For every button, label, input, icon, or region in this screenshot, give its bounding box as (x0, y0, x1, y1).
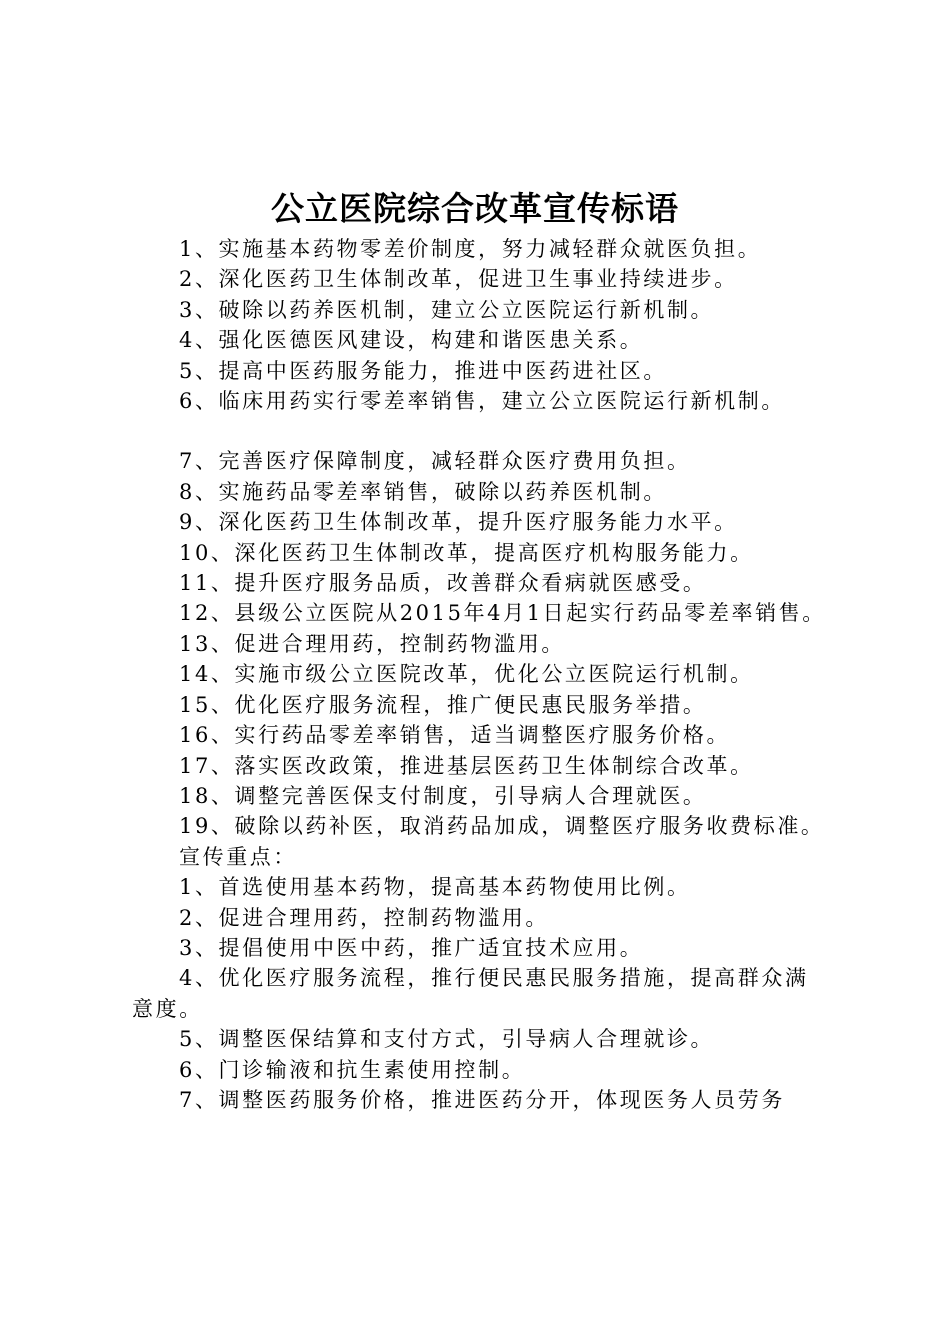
focus-item: 2、促进合理用药，控制药物滥用。 (179, 905, 549, 930)
focus-item: 5、调整医保结算和支付方式，引导病人合理就诊。 (179, 1027, 715, 1052)
document-title: 公立医院综合改革宣传标语 (271, 189, 679, 228)
paragraph-gap (132, 416, 832, 446)
slogan-item: 3、破除以药养医机制，建立公立医院运行新机制。 (179, 297, 715, 322)
document-body (132, 234, 832, 1115)
focus-item: 1、首选使用基本药物，提高基本药物使用比例。 (179, 875, 691, 900)
slogan-item: 8、实施药品零差率销售，破除以药养医机制。 (179, 479, 667, 504)
slogan-item: 12、县级公立医院从2015年4月1日起实行药品零差率销售。 (179, 601, 826, 626)
focus-heading: 宣传重点： (179, 844, 297, 869)
slogan-item: 11、提升医疗服务品质，改善群众看病就医感受。 (179, 571, 707, 596)
slogan-item: 14、实施市级公立医院改革，优化公立医院运行机制。 (179, 662, 754, 687)
slogan-item: 17、落实医改政策，推进基层医药卫生体制综合改革。 (179, 753, 754, 778)
slogan-item: 19、破除以药补医，取消药品加成，调整医疗服务收费标准。 (179, 814, 825, 839)
slogan-item: 7、完善医疗保障制度，减轻群众医疗费用负担。 (179, 449, 691, 474)
slogan-item: 4、强化医德医风建设，构建和谐医患关系。 (179, 328, 644, 353)
focus-item: 4、优化医疗服务流程，推行便民惠民服务措施，提高群众满意度。 (132, 966, 809, 1021)
slogan-item: 5、提高中医药服务能力，推进中医药进社区。 (179, 358, 667, 383)
slogan-item: 10、深化医药卫生体制改革，提高医疗机构服务能力。 (179, 540, 754, 565)
slogan-item: 13、促进合理用药，控制药物滥用。 (179, 631, 565, 656)
slogan-item: 6、临床用药实行零差率销售，建立公立医院运行新机制。 (179, 389, 785, 414)
slogan-item: 15、优化医疗服务流程，推广便民惠民服务举措。 (179, 692, 707, 717)
slogan-item: 2、深化医药卫生体制改革，促进卫生事业持续进步。 (179, 267, 738, 292)
slogan-item: 18、调整完善医保支付制度，引导病人合理就医。 (179, 783, 707, 808)
focus-item: 3、提倡使用中医中药，推广适宜技术应用。 (179, 935, 644, 960)
focus-item: 7、调整医药服务价格，推进医药分开，体现医务人员劳务 (179, 1087, 785, 1112)
slogan-item: 9、深化医药卫生体制改革，提升医疗服务能力水平。 (179, 510, 738, 535)
focus-item: 6、门诊输液和抗生素使用控制。 (179, 1057, 526, 1082)
slogan-item: 1、实施基本药物零差价制度，努力减轻群众就医负担。 (179, 237, 762, 261)
slogan-item: 16、实行药品零差率销售，适当调整医疗服务价格。 (179, 723, 731, 748)
